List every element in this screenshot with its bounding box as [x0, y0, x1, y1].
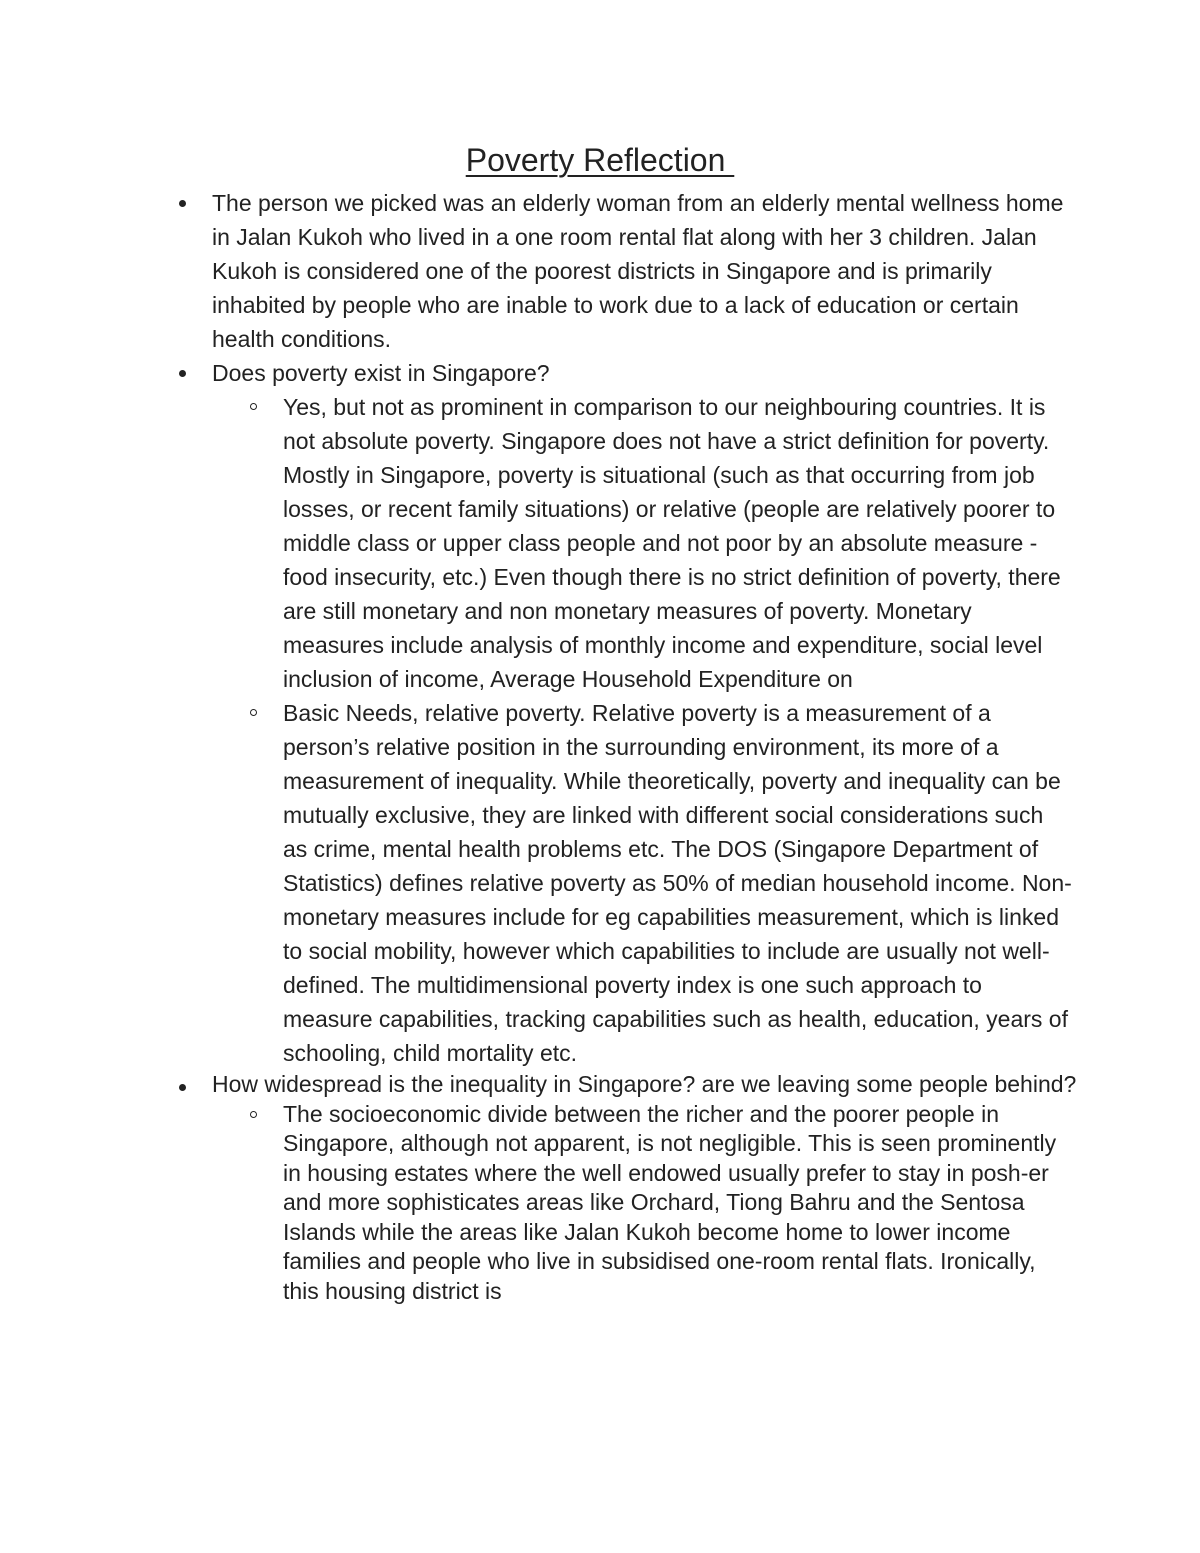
filled-bullet-icon [179, 1084, 186, 1091]
hollow-bullet-icon [250, 403, 257, 410]
list-item [0, 1070, 1082, 1306]
list-item-text: How widespread is the inequality in Singapore? are we leaving some people behind? [212, 1071, 1077, 1097]
document-body [0, 186, 1200, 1306]
list-item-text: The person we picked was an elderly woman from an elderly mental wellness home in Jalan Kukoh who lived in a one room rental flat along with her 3 children. Jalan Kukoh is considered one of the poorest districts in Singapore and is primarily inhabited by people who are inable to work due to a lack of education or certain health conditions. [212, 190, 1064, 352]
sub-list-item [0, 390, 1073, 696]
sub-bullet-list [212, 390, 1082, 1070]
sub-list-item-text: Basic Needs, relative poverty. Relative poverty is a measurement of a person’s relative position in the surrounding environment, its more of a measurement of inequality. While theoretically, poverty and inequality can be mutually exclusive, they are linked with different social considerations such as crime, mental health problems etc. The DOS (Singapore Department of Statistics) defines relative poverty as 50% of median household income. Non-monetary measures include for eg capabilities measurement, which is linked to social mobility, however which capabilities to include are usually not well-defined. The multidimensional poverty index is one such approach to measure capabilities, tracking capabilities such as health, education, years of schooling, child mortality etc. [283, 700, 1072, 1066]
sub-list-item [0, 696, 1073, 1070]
bullet-list [0, 186, 1200, 1306]
page-title: Poverty Reflection [465, 142, 735, 178]
sub-list-item-text: The socioeconomic divide between the richer and the poorer people in Singapore, although not apparent, is not negligible. This is seen prominently in housing estates where the well endowed usually prefer to stay in posh-er and more sophisticates areas like Orchard, Tiong Bahru and the Sentosa Islands while the areas like Jalan Kukoh become home to lower income families and people who live in subsidised one-room rental flats. Ironically, this housing district is [283, 1100, 1057, 1304]
hollow-bullet-icon [250, 709, 257, 716]
sub-list-item-text: Yes, but not as prominent in comparison to our neighbouring countries. It is not absolute poverty. Singapore does not have a strict definition for poverty. Mostly in Singapore, poverty is situational (such as that occurring from job losses, or recent family situations) or relative (people are relatively poorer to middle class or upper class people and not poor by an absolute measure - food insecurity, etc.) Even though there is no strict definition of poverty, there are still monetary and non monetary measures of poverty. Monetary measures include analysis of monthly income and expenditure, social level inclusion of income, Average Household Expenditure on [283, 394, 1061, 692]
filled-bullet-icon [179, 200, 186, 207]
sub-bullet-list [212, 1100, 1082, 1307]
list-item [0, 356, 1082, 1070]
hollow-bullet-icon [250, 1111, 257, 1118]
filled-bullet-icon [179, 370, 186, 377]
list-item-text: Does poverty exist in Singapore? [212, 360, 550, 386]
list-item [0, 186, 1082, 356]
sub-list-item [0, 1100, 1073, 1307]
